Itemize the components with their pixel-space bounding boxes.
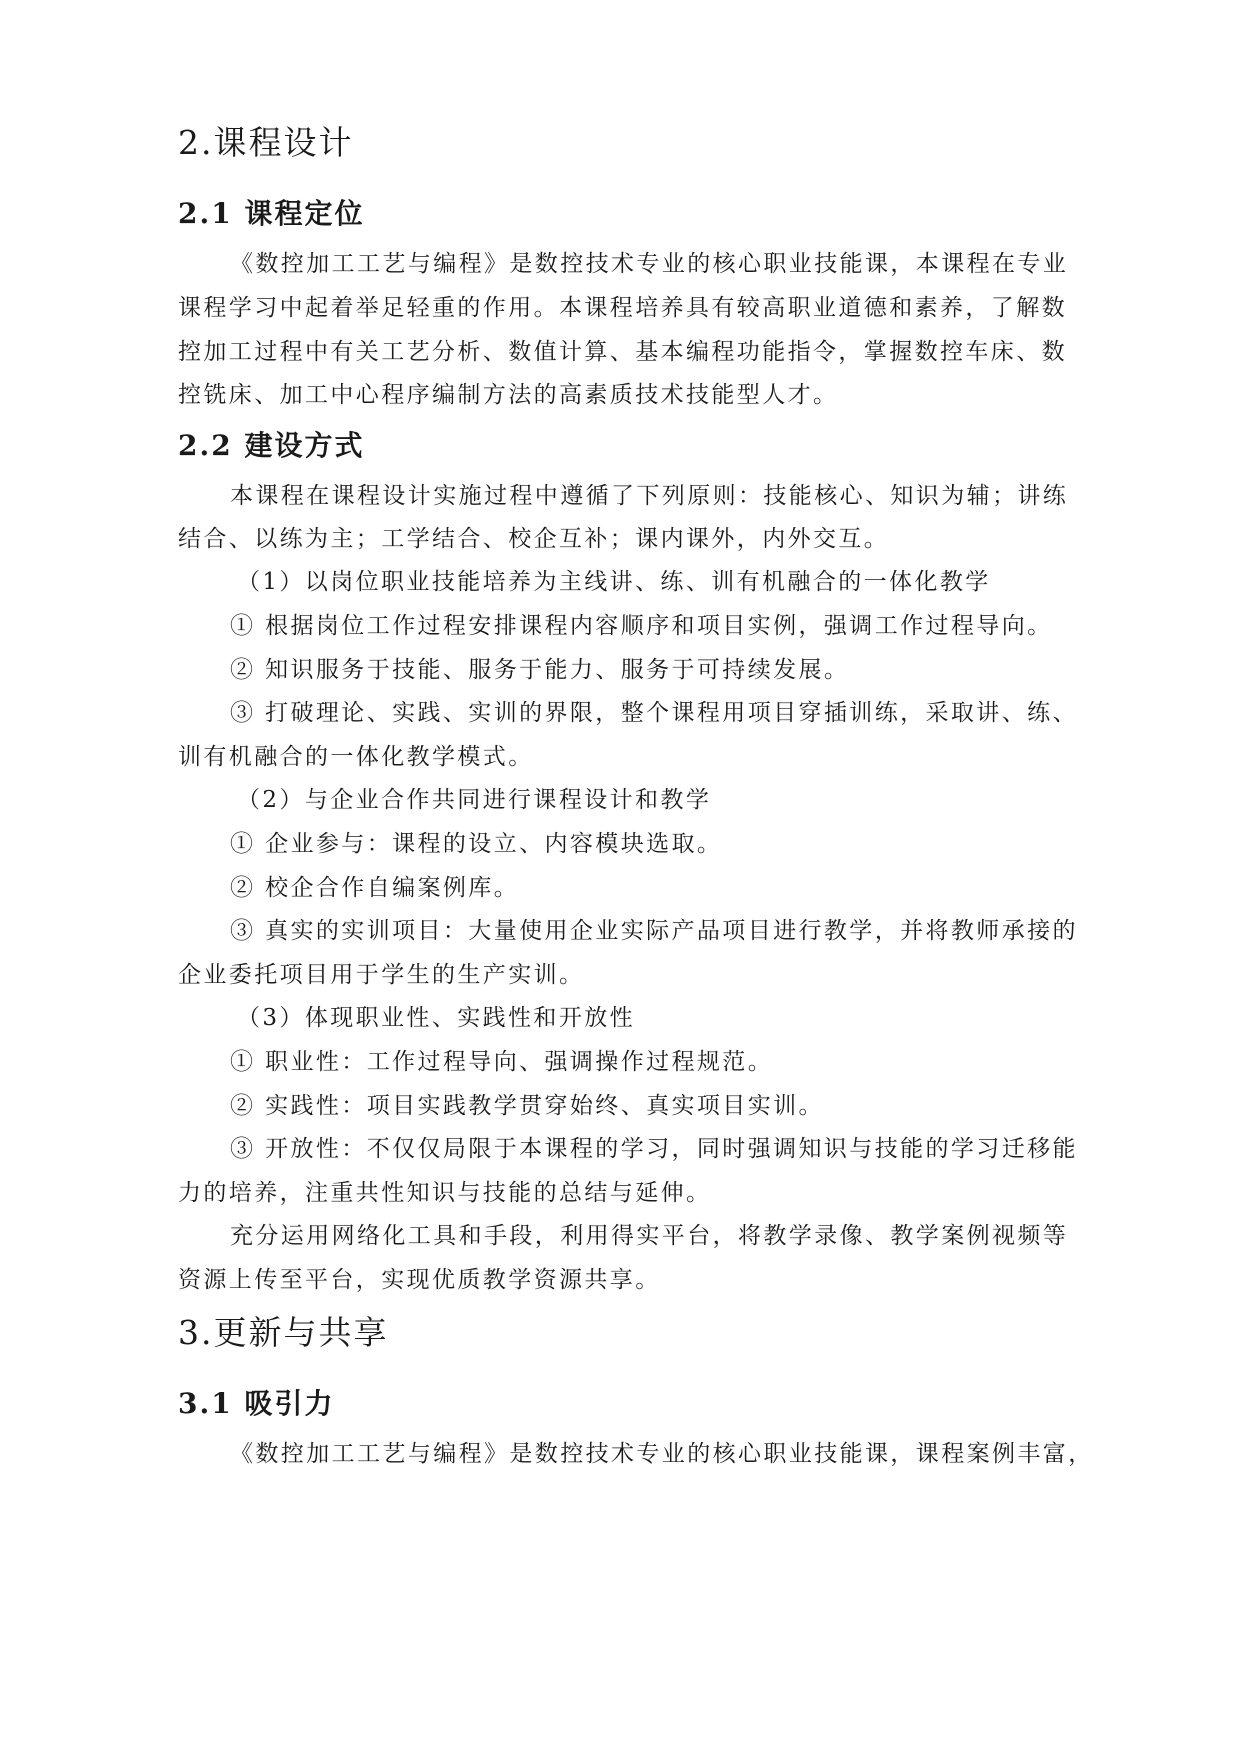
paragraph-line: 资源上传至平台，实现优质教学资源共享。 (178, 1267, 661, 1293)
section-2-1-heading: 2.1 课程定位 (178, 197, 365, 230)
paragraph-line: 训有机融合的一体化教学模式。 (178, 744, 534, 770)
paragraph-line: 充分运用网络化工具和手段，利用得实平台，将教学录像、教学案例视频等 (230, 1223, 1069, 1249)
paragraph-line: 《数控加工工艺与编程》是数控技术专业的核心职业技能课，本课程在专业 (230, 251, 1069, 277)
list-item: ① 职业性：工作过程导向、强调操作过程规范。 (230, 1049, 774, 1075)
list-item: ② 校企合作自编案例库。 (230, 875, 520, 901)
paragraph-line: 课程学习中起着举足轻重的作用。本课程培养具有较高职业道德和素养，了解数 (178, 295, 1067, 321)
section-3-heading: 3.更新与共享 (178, 1313, 389, 1352)
paragraph-line: 力的培养，注重共性知识与技能的总结与延伸。 (178, 1180, 712, 1206)
paragraph-line: 结合、以练为主；工学结合、校企互补；课内课外，内外交互。 (178, 526, 890, 552)
list-item: ③ 打破理论、实践、实训的界限，整个课程用项目穿插训练，采取讲、练、 (230, 700, 1078, 726)
list-heading: （3）体现职业性、实践性和开放性 (237, 1005, 636, 1031)
list-item: ③ 开放性：不仅仅局限于本课程的学习，同时强调知识与技能的学习迁移能 (230, 1136, 1078, 1162)
paragraph-line: 企业委托项目用于学生的生产实训。 (178, 962, 585, 988)
paragraph-line: 本课程在课程设计实施过程中遵循了下列原则：技能核心、知识为辅；讲练 (230, 483, 1069, 509)
list-item: ③ 真实的实训项目：大量使用企业实际产品项目进行教学，并将教师承接的 (230, 918, 1078, 944)
section-3-1-heading: 3.1 吸引力 (178, 1387, 335, 1420)
paragraph-line: 控加工过程中有关工艺分析、数值计算、基本编程功能指令，掌握数控车床、数 (178, 339, 1067, 365)
section-2-2-heading: 2.2 建设方式 (178, 429, 365, 462)
paragraph-line: 《数控加工工艺与编程》是数控技术专业的核心职业技能课，课程案例丰富， (230, 1441, 1094, 1467)
list-item: ② 实践性：项目实践教学贯穿始终、真实项目实训。 (230, 1093, 824, 1119)
paragraph-line: 控铣床、加工中心程序编制方法的高素质技术技能型人才。 (178, 382, 839, 408)
section-2-heading: 2.课程设计 (178, 123, 354, 162)
list-item: ② 知识服务于技能、服务于能力、服务于可持续发展。 (230, 657, 850, 683)
list-item: ① 根据岗位工作过程安排课程内容顺序和项目实例，强调工作过程导向。 (230, 613, 1053, 639)
list-item: ① 企业参与：课程的设立、内容模块选取。 (230, 831, 723, 857)
list-heading: （2）与企业合作共同进行课程设计和教学 (237, 787, 712, 813)
list-heading: （1）以岗位职业技能培养为主线讲、练、训有机融合的一体化教学 (237, 569, 991, 595)
